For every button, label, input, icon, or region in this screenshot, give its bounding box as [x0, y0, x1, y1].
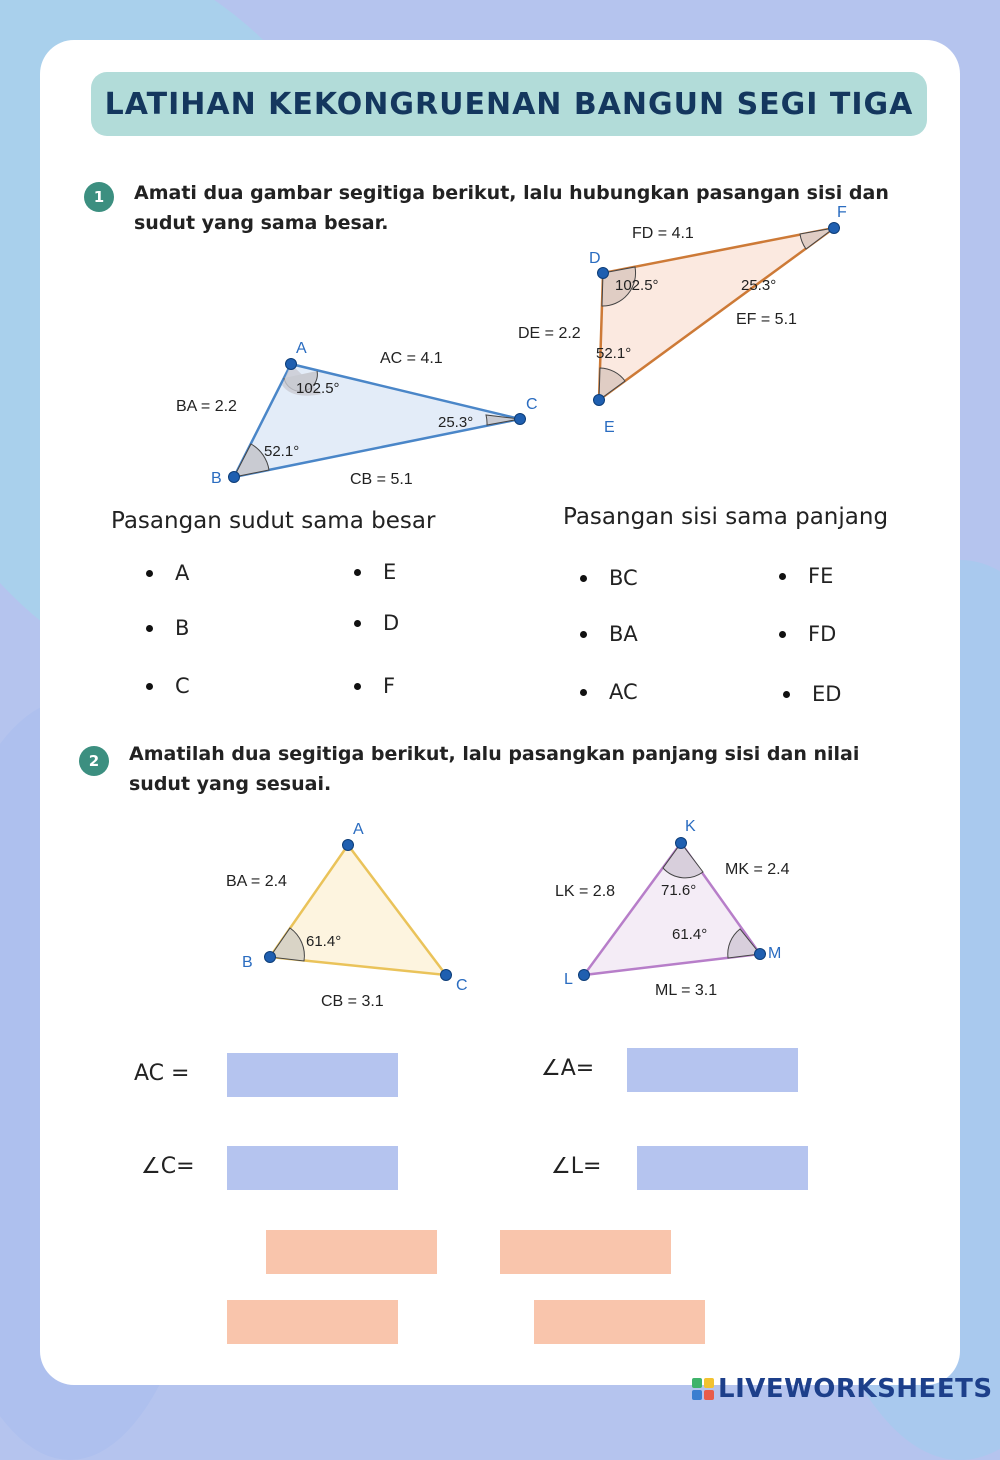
- label-a: A: [296, 340, 307, 357]
- vertex-b: [229, 472, 240, 483]
- liveworksheets-logo: LIVEWORKSHEETS: [692, 1374, 993, 1404]
- side-ac: AC = 4.1: [380, 350, 443, 367]
- triangle-abc-2: [226, 821, 468, 1010]
- side-fd: FD = 4.1: [632, 225, 694, 242]
- label-b: B: [211, 470, 222, 487]
- label-angle-c: ∠C=: [141, 1154, 195, 1179]
- liveworksheets-icon: [692, 1378, 714, 1400]
- triangle-def: [518, 204, 847, 436]
- angle-c: 25.3°: [438, 414, 474, 431]
- vertex-m: [755, 949, 766, 960]
- answer-box-angle-c[interactable]: [227, 1146, 398, 1190]
- label-c: C: [526, 396, 538, 413]
- angle-d: 102.5°: [615, 277, 659, 294]
- question-2-text: Amatilah dua segitiga berikut, lalu pasangkan panjang sisi dan nilai sudut yang sesuai.: [129, 743, 860, 795]
- question-2-diagram: [0, 800, 1000, 1030]
- angle-option-left-3[interactable]: C: [146, 674, 190, 698]
- side-option-right-2[interactable]: FD: [779, 622, 836, 646]
- side-cb2: CB = 3.1: [321, 993, 384, 1010]
- answer-box-angle-l[interactable]: [637, 1146, 808, 1190]
- side-option-right-1[interactable]: FE: [779, 564, 833, 588]
- side-de: DE = 2.2: [518, 325, 581, 342]
- label-m: M: [768, 945, 782, 962]
- side-mk: MK = 2.4: [725, 861, 790, 878]
- angle-m: 61.4°: [672, 926, 708, 943]
- answer-box-angle-a[interactable]: [627, 1048, 798, 1092]
- question-1-badge: 1: [84, 182, 114, 212]
- label-e: E: [604, 419, 615, 436]
- angle-option-right-3[interactable]: F: [354, 674, 395, 698]
- side-ef: EF = 5.1: [736, 311, 797, 328]
- side-option-left-1[interactable]: BC: [580, 566, 638, 590]
- side-ba: BA = 2.2: [176, 398, 237, 415]
- vertex-k: [676, 838, 687, 849]
- vertex-a: [286, 359, 297, 370]
- angles-heading: Pasangan sudut sama besar: [111, 508, 436, 534]
- angle-k: 71.6°: [661, 882, 697, 899]
- angle-e: 52.1°: [596, 345, 632, 362]
- vertex-c2: [441, 970, 452, 981]
- label-l: L: [564, 971, 573, 988]
- triangle-abc-shape: [234, 364, 520, 477]
- label-k: K: [685, 818, 696, 835]
- label-b2: B: [242, 954, 253, 971]
- angle-b: 52.1°: [264, 443, 300, 460]
- side-option-left-3[interactable]: AC: [580, 680, 638, 704]
- angle-b2: 61.4°: [306, 933, 342, 950]
- vertex-d: [598, 268, 609, 279]
- label-a2: A: [353, 821, 364, 838]
- angle-f: 25.3°: [741, 277, 777, 294]
- vertex-a2: [343, 840, 354, 851]
- sides-heading: Pasangan sisi sama panjang: [563, 504, 889, 530]
- side-option-left-2[interactable]: BA: [580, 622, 638, 646]
- side-cb: CB = 5.1: [350, 471, 413, 488]
- triangle-klm: [555, 818, 790, 999]
- vertex-l: [579, 970, 590, 981]
- option-tile-3[interactable]: [227, 1300, 398, 1344]
- label-ac: AC =: [134, 1061, 190, 1086]
- triangle-def-shape: [599, 228, 834, 400]
- angle-a: 102.5°: [296, 380, 340, 397]
- side-ml: ML = 3.1: [655, 982, 718, 999]
- side-ba2: BA = 2.4: [226, 873, 287, 890]
- option-tile-4[interactable]: [534, 1300, 705, 1344]
- label-f: F: [837, 204, 847, 221]
- label-angle-l: ∠L=: [551, 1154, 602, 1179]
- triangle-abc: [176, 340, 538, 488]
- label-angle-a: ∠A=: [541, 1056, 595, 1081]
- angle-option-right-1[interactable]: E: [354, 560, 396, 584]
- question-1-text: Amati dua gambar segitiga berikut, lalu hubungkan pasangan sisi dan sudut yang sama besar.: [134, 182, 889, 234]
- label-c2: C: [456, 977, 468, 994]
- angle-option-left-1[interactable]: A: [146, 561, 189, 585]
- option-tile-1[interactable]: [266, 1230, 437, 1274]
- page-title: LATIHAN KEKONGRUENAN BANGUN SEGI TIGA: [104, 86, 914, 122]
- side-lk: LK = 2.8: [555, 883, 616, 900]
- angle-option-left-2[interactable]: B: [146, 616, 189, 640]
- label-d: D: [589, 250, 601, 267]
- side-option-right-3[interactable]: ED: [783, 682, 841, 706]
- question-1-diagram: [0, 0, 1000, 520]
- vertex-b2: [265, 952, 276, 963]
- vertex-e: [594, 395, 605, 406]
- option-tile-2[interactable]: [500, 1230, 671, 1274]
- vertex-f: [829, 223, 840, 234]
- vertex-c: [515, 414, 526, 425]
- angle-option-right-2[interactable]: D: [354, 611, 399, 635]
- question-2-badge: 2: [79, 746, 109, 776]
- answer-box-ac[interactable]: [227, 1053, 398, 1097]
